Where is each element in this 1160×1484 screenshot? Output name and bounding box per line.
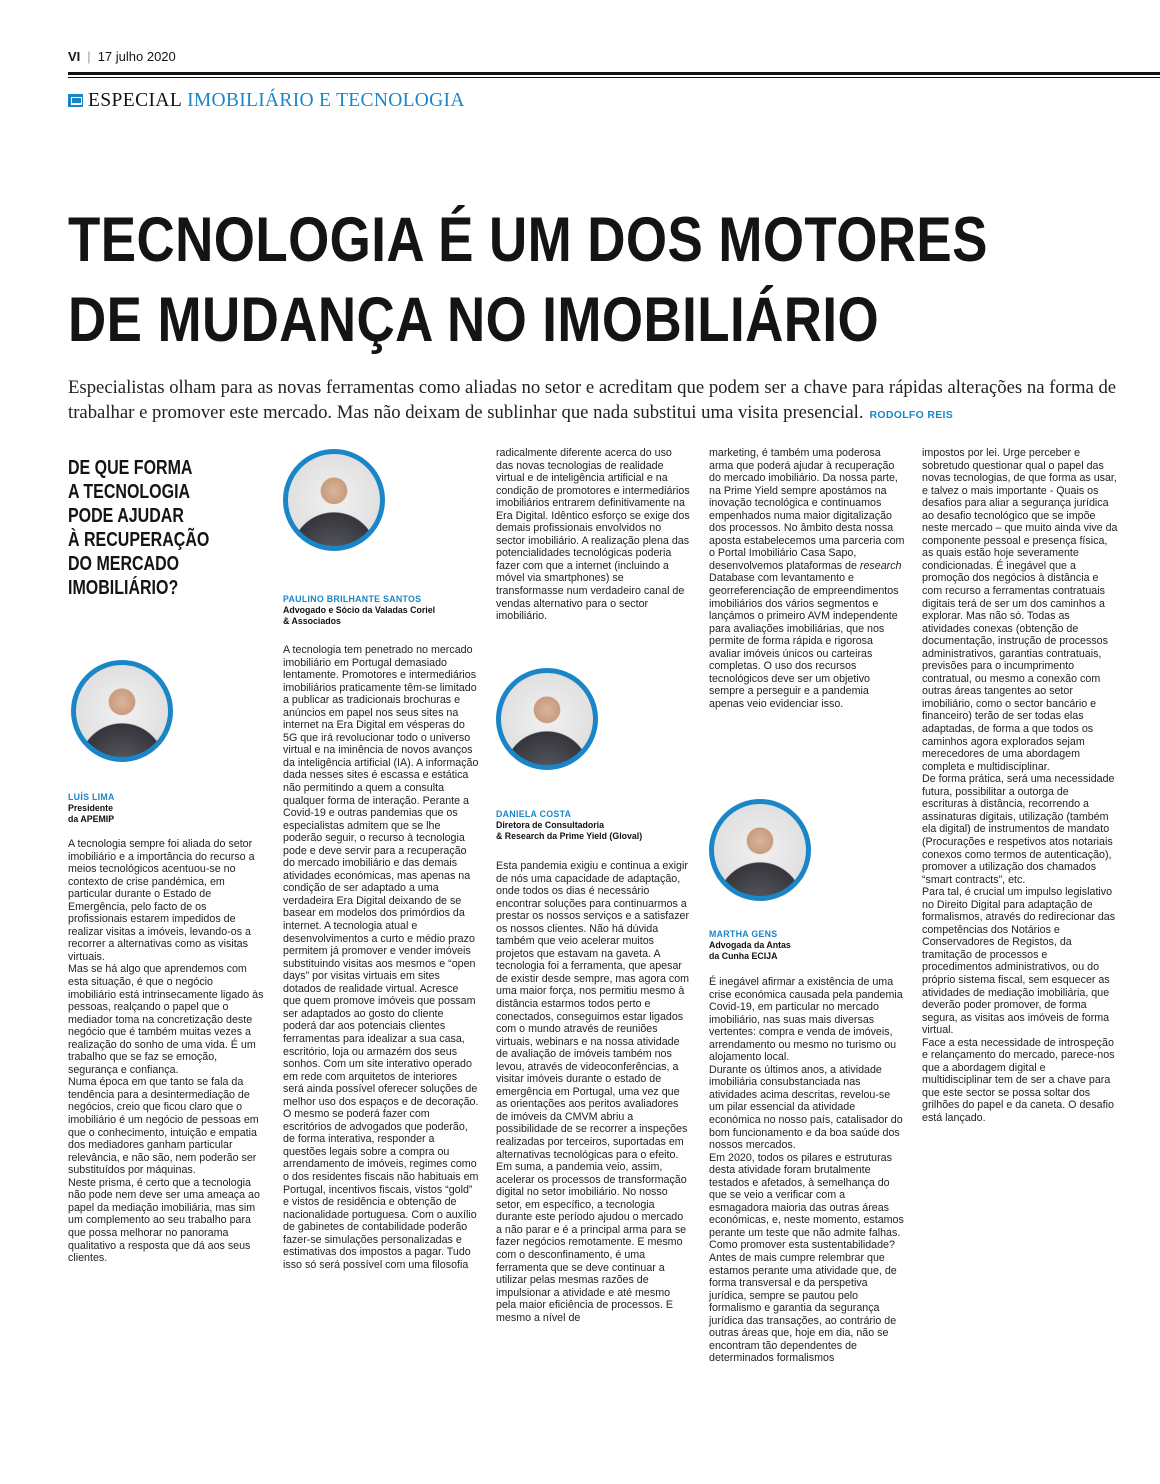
- question-line-2: A TECNOLOGIA: [68, 481, 191, 503]
- daniela-cont-part-1: marketing, é também uma poderosa arma que poderá ajudar à recuperação do mercado imobiliário. Da nossa parte, na Prime Yield sempre apostámos na inovação tecnológica e continuamos empenhados numa maior digitalização dos processos. No âmbito desta nossa aposta estabelecemos uma parceria com o Portal Imobiliário Casa Sapo, desenvolvemos plataformas de: [709, 447, 905, 572]
- expert-name-daniela: DANIELA COSTA: [496, 809, 572, 819]
- page-number: VI: [68, 49, 81, 64]
- expert-role-paulino: Advogado e Sócio da Valadas Coriel & Associados: [283, 605, 436, 626]
- section-kicker: ESPECIAL: [88, 90, 183, 111]
- article-lead: [68, 375, 1128, 428]
- issue-date: 17 julho 2020: [97, 49, 176, 64]
- portrait-luis-lima: [71, 660, 173, 762]
- headline-line-1: TECNOLOGIA É UM DOS MOTORES: [68, 205, 988, 275]
- expert-text-paulino-continued: radicalmente diferente acerca do uso das novas tecnologias de realidade virtual e de inteligência artificial e na condição de promotores e intermediários imobiliários entrarem definitivamente na Era Digital. Idêntico esforço se exige dos demais profissionais envolvidos no sector imobiliário. A realização plena das potencialidades tecnológicas poderia fazer com que a internet (incluindo a móvel via smartphones) se transformasse num verdadeiro canal de vendas alternativo para o sector imobiliário.: [496, 447, 690, 623]
- header-rule-thick: [68, 72, 1160, 75]
- section-logo-icon: [68, 94, 83, 107]
- headline-line-2: DE MUDANÇA NO IMOBILIÁRIO: [68, 285, 880, 355]
- expert-text-paulino: A tecnologia tem penetrado no mercado imobiliário em Portugal demasiado lentamente. Promotores e intermediários imobiliários praticamente têm-se limitado a publicar as tradicionais brochuras e anúncios em papel nos seus sites na internet na Era Digital em vésperas do 5G que irá revolucionar todo o universo virtual e na iminência de novos avanços da inteligência artificial (IA). A informação dada nesses sites é escassa e estática não permitindo a quem a consulta qualquer forma de interação. Perante a Covid-19 e outras pandemias que os especialistas admitem que se lhe poderão seguir, o recurso à tecnologia pode e deve servir para a recuperação do mercado imobiliário e das demais atividades económicas, mas apenas na condição de ser adaptado a uma verdadeira Era Digital deixando de se basear em modelos dos primórdios da internet. A tecnologia atual e desenvolvimentos a curto e médio prazo permitem já promover e vender imóveis substituindo visitas aos mesmos e “open days” por visitas virtuais em sites dotados de realidade virtual. Acresce que quem promove imóveis que possam ser adaptados ao gosto do cliente poderá dar aos potenciais clientes ferramentas para idealizar a sua casa, escritório, loja ou armazém dos seus sonhos. Com um site interativo operado em rede com arquitetos de interiores será ainda possível oferecer soluções de melhor uso dos espaços e de decoração. O mesmo se poderá fazer com escritórios de advogados que poderão, de forma interativa, responder a questões legais sobre a compra ou arrendamento de imóveis, regimes como o dos residentes fiscais não habituais em Portugal, incentivos fiscais, vistos “gold” e vistos de residência e obtenção de nacionalidade portuguesa. Com o auxílio de gabinetes de contabilidade poderão fazer-se simulações personalizadas e estimativas dos impostos a pagar. Tudo isso só será possível com uma filosofia: [283, 644, 479, 1271]
- expert-role-luis: Presidente da APEMIP: [68, 803, 115, 824]
- daniela-cont-emphasis: research: [859, 559, 902, 572]
- expert-name-martha: MARTHA GENS: [709, 929, 778, 939]
- expert-text-martha: É inegável afirmar a existência de uma crise económica causada pela pandemia Covid-19, em particular no mercado imobiliário, nas suas mais diversas vertentes: compra e venda de imóveis, arrendamento ou mesmo no turismo ou alojamento local. Durante os últimos anos, a atividade imobiliária consubstanciada nas atividades acima descritas, revelou-se um pilar essencial da atividade económica no nosso país, catalisador do bom funcionamento e da boa saúde dos nossos mercados. Em 2020, todos os pilares e estruturas desta atividade foram brutalmente testados e afetados, à semelhança do que se veio a verificar com a esmagadora maioria das outras áreas económicas, e, neste momento, estamos perante um teste que não admite falhas. Como promover esta sustentabilidade? Antes de mais cumpre relembrar que estamos perante uma atividade que, de forma transversal e da perspetiva jurídica, sempre se pautou pelo formalismo e garantia da segurança jurídica das transações, ao contrário de outras áreas que, hoje em dia, não se encontram tão dependentes de determinados formalismos: [709, 976, 904, 1365]
- folio-separator: |: [87, 49, 91, 64]
- page-folio: [68, 49, 176, 64]
- expert-text-martha-continued: impostos por lei. Urge perceber e sobretudo questionar qual o papel das novas tecnologias, de que forma as usar, e talvez o mais importante - Quais os desafios para aliar a segurança jurídica ao desafio tecnológico que se impõe neste mercado – que muito ainda vive da componente pessoal e presença física, as quais estão hoje severamente condicionadas. É inegável que a promoção dos negócios à distância e com recurso a ferramentas contratuais digitais terá de ser um dos caminhos a explorar. Mas não só. Todas as atividades conexas (obtenção de documentação, instrução de processos administrativos, garantias contratuais, previsões para o incumprimento contratual, ou mesmo a conexão com outras áreas tangentes ao setor imobiliário, como o sector bancário e financeiro) terão de ser todas elas adaptadas, de forma a que todos os caminhos agora explorados sejam merecedores de uma abordagem completa e multidisciplinar. De forma prática, será uma necessidade futura, possibilitar a outorga de escrituras à distância, recorrendo a assinaturas digitais, utilização (também ela digital) de instrumentos de mandato (Procurações e respetivos atos notariais conexos como termos de autenticação), promover a utilização dos chamados “smart contracts”, etc. Para tal, é crucial um impulso legislativo no Direito Digital para adaptação de formalismos, através do redirecionar das competências dos Notários e Conservadores de Registos, da tramitação de processos e procedimentos administrativos, ou do próprio sistema fiscal, sem esquecer as atividades de mediação imobiliária, que deverão poder promover, de forma segura, as visitas aos imóveis de forma virtual. Face a esta necessidade de introspeção e relançamento do mercado, parece-nos que a abordagem digital e multidisciplinar tem de ser a chave para que este sector se possa soltar dos grilhões do papel e da caneta. O desafio está lançado.: [922, 447, 1118, 1124]
- question-line-5: DO MERCADO: [68, 553, 180, 575]
- lead-text: Especialistas olham para as novas ferramentas como aliadas no setor e acreditam que podem ser a chave para rápidas alterações na forma de trabalhar e promover este mercado. Mas não deixam de sublinhar que nada substitui uma visita presencial.: [68, 377, 1117, 423]
- author-credit: RODOLFO REIS: [869, 409, 954, 421]
- daniela-cont-part-2: Database com levantamento e georreferenciação de empreendimentos imobiliários dos vários segmentos e lançámos o primeiro AVM independente para avaliações imobiliárias, que nos permite de forma rápida e rigorosa avaliar imóveis únicos ou carteiras completas. O uso dos recursos tecnológicos deve ser um objetivo sempre a perseguir e a pandemia apenas veio evidenciar isso.: [709, 572, 899, 710]
- portrait-daniela-costa: [496, 668, 598, 770]
- expert-name-paulino: PAULINO BRILHANTE SANTOS: [283, 594, 422, 604]
- expert-role-martha: Advogada da Antas da Cunha ECIJA: [709, 940, 791, 961]
- expert-role-daniela: Diretora de Consultadoria & Research da Prime Yield (Gloval): [496, 820, 643, 841]
- article-headline: [68, 200, 988, 360]
- expert-name-luis: LUÍS LIMA: [68, 792, 115, 802]
- expert-text-daniela: Esta pandemia exigiu e continua a exigir de nós uma capacidade de adaptação, onde todos os dias é necessário encontrar soluções para continuarmos a prestar os nossos serviços e a satisfazer os nossos clientes. Não há dúvida também que veio acelerar muitos projetos que estavam na gaveta. A tecnologia foi a ferramenta, que apesar de existir desde sempre, mas agora com uma maior força, nos permitiu mesmo à distância estarmos todos perto e conectados, conseguimos estar ligados com o mundo através de reuniões virtuais, webinars e na nossa atividade de avaliação de imóveis também nos levou, através de videoconferências, a visitar imóveis durante o estado de emergência em Portugal, uma vez que as orientações aos peritos avaliadores de imóveis da CMVM abriu a possibilidade de se recorrer a inspeções realizadas por terceiros, suportadas em alternativas tecnológicas para o efeito. Em suma, a pandemia veio, assim, acelerar os processos de transformação digital no setor imobiliário. No nosso setor, em específico, a tecnologia durante este período ajudou o mercado a não parar e é a principal arma para se fazer negócios remotamente. E mesmo com o desconfinamento, é uma ferramenta que se deve continuar a utilizar pelas mesmas razões de impulsionar a atividade e até mesmo pela maior eficiência de processos. E mesmo a nível de: [496, 860, 690, 1324]
- question-line-6: IMOBILIÁRIO?: [68, 577, 179, 599]
- section-label: [68, 90, 465, 112]
- header-rule-thin: [68, 77, 1160, 78]
- expert-text-daniela-continued: [709, 447, 905, 710]
- portrait-paulino-brilhante-santos: [283, 449, 385, 551]
- article-question: [68, 456, 209, 600]
- question-line-4: À RECUPERAÇÃO: [68, 529, 210, 551]
- question-line-1: DE QUE FORMA: [68, 457, 193, 479]
- section-topic: IMOBILIÁRIO E TECNOLOGIA: [187, 90, 465, 111]
- portrait-martha-gens: [709, 799, 811, 901]
- expert-text-luis: A tecnologia sempre foi aliada do setor imobiliário e a importância do recurso a meios tecnológicos acentuou-se no contexto de crise pandémica, em particular durante o Estado de Emergência, pelo facto de os profissionais estarem impedidos de realizar visitas a imóveis, levando-os a recorrer a alternativas como as visitas virtuais. Mas se há algo que aprendemos com esta situação, é que o negócio imobiliário está intrinsecamente ligado às pessoas, realçando o papel que o mediador toma na concretização deste negócio que é também muitas vezes a realização do sonho de uma vida. É um trabalho que se faz se emoção, segurança e confiança. Numa época em que tanto se fala da tendência para a desintermediação de negócios, creio que ficou claro que o imobiliário é um negócio de pessoas em que o conhecimento, intuição e empatia dos mediadores ganham particular relevância, e não são, nem poderão ser substituídos por máquinas. Neste prisma, é certo que a tecnologia não pode nem deve ser uma ameaça ao papel da mediação imobiliária, mas sim um complemento ao seu trabalho para que possa melhorar no panorama qualitativo a resposta que dá aos seus clientes.: [68, 838, 264, 1265]
- question-line-3: PODE AJUDAR: [68, 505, 184, 527]
